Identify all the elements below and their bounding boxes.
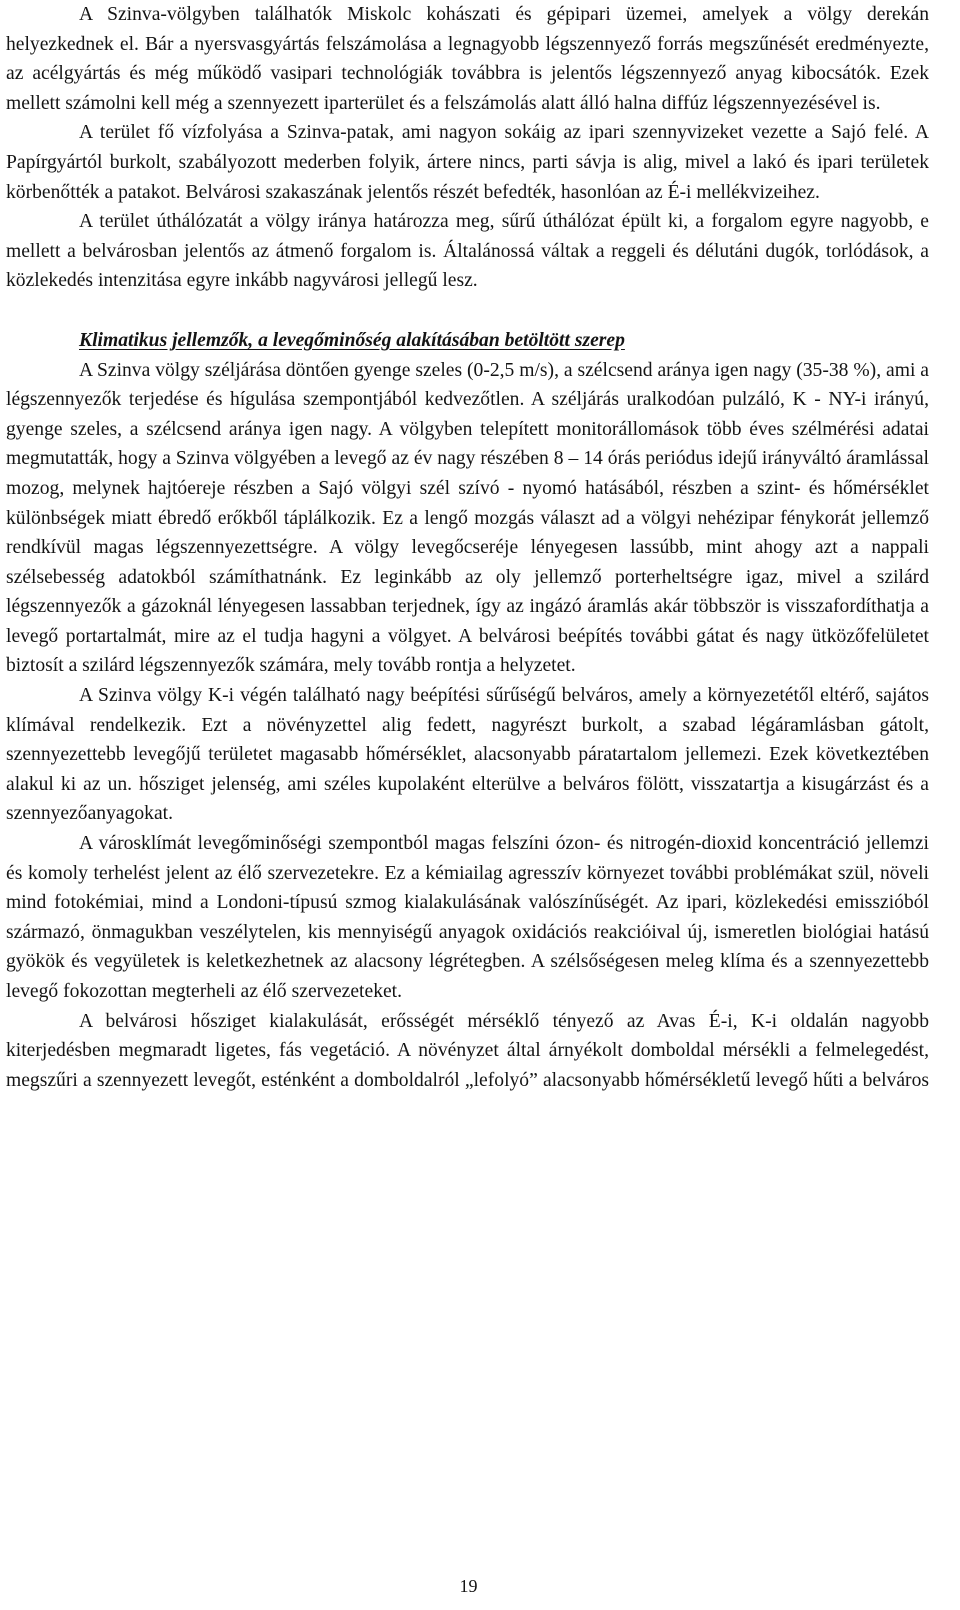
document-body — [6, 0, 929, 1095]
paragraph-wind-regime: A Szinva völgy széljárása döntően gyenge szeles (0-2,5 m/s), a szélcsend aránya igen nagy (35-38 %), ami a légszennyezők terjedése és hígulása szempontjából kedvezőtlen. A széljárás uralkodóan pulzáló, K - NY-i irányú, gyenge szeles, a szélcsend aránya igen nagy. A völgyben telepített monitorállomások több éves szélmérési adatai megmutatták, hogy a Szinva völgyében a levegő az év nagy részében 8 – 14 órás periódus idejű irányváltó áramlással mozog, melynek hajtóereje részben a Sajó völgyi szél szívó - nyomó hatásából, részben a szint- és hőmérséklet különbségek miatt ébredő erőkből táplálkozik. Ez a lengő mozgás választ ad a völgyi nehézipar fénykorát jellemző rendkívül magas légszennyezettségre. A völgy levegőcseréje lényegesen lassúbb, mint ahogy azt a nappali szélsebesség adatokból számíthatnánk. Ez leginkább az oly jellemző porterheltségre igaz, mivel a szilárd légszennyezők a gázoknál lényegesen lassabban terjednek, így az ingázó áramlás akár többször is visszafordíthatja a levegő portartalmát, mire az el tudja hagyni a völgyet. A belvárosi beépítés további gátat és nagy ütközőfelületet biztosít a szilárd légszennyezők számára, mely tovább rontja a helyzetet. — [6, 359, 929, 677]
paragraph-industry-text: A Szinva-völgyben találhatók Miskolc kohászati és gépipari üzemei, amelyek a völgy derekán helyezkednek el. Bár a nyersvasgyártás felszámolása a legnagyobb légszennyező forrás megszűnését eredményezte, az acélgyártás és még működő vasipari technológiák továbbra is jelentős légszennyező anyag kibocsátók. Ezek mellett számolni kell még a szennyezett iparterület és a felszámolás alatt álló halna diffúz légszennyezésével is. — [6, 4, 929, 114]
paragraph-urban-climate-air-quality: A városklímát levegőminőségi szempontból magas felszíni ózon- és nitrogén-dioxid koncentráció jellemzi és komoly terhelést jelent az élő szervezetekre. Ez a kémiailag agresszív környezet további problémákat szül, növeli mind fotokémiai, mind a Londoni-típusú szmog kialakulásának valószínűségét. Az ipari, közlekedési emisszióból származó, önmagukban veszélytelen, kis mennyiségű anyagok oxidációs reakcióival új, ismeretlen biológiai hatású gyökök és vegyületek is keletkezhetnek az alacsony légrétegben. A szélsőségesen meleg klíma és a szennyezettebb levegő fokozottan megterheli az élő szervezeteket. — [6, 833, 929, 1002]
paragraph-urban-heat-island: A Szinva völgy K-i végén található nagy beépítési sűrűségű belváros, amely a környezetétől eltérő, sajátos klímával rendelkezik. Ezt a növényzettel alig fedett, nagyrészt burkolt, a szabad légáramlásban gátolt, szennyezettebb levegőjű területet magasabb hőmérséklet, alacsonyabb páratartalom jellemezi. Ezek következtében alakul ki az un. hősziget jelenség, ami széles kupolaként elterülve a belváros fölött, visszatartja a kisugárzást és a szennyezőanyagokat. — [6, 685, 929, 825]
paragraph-avas-vegetation: A belvárosi hősziget kialakulását, erősségét mérséklő tényező az Avas É-i, K-i oldalán nagyobb kiterjedésben megmaradt ligetes, fás vegetáció. A növényzet által árnyékolt domboldal mérsékli a felmelegedést, megszűri a szennyezett levegőt, esténként a domboldalról „lefolyó” alacsonyabb hőmérsékletű levegő hűti a belváros — [6, 1010, 929, 1091]
page-number: 19 — [459, 1576, 478, 1596]
paragraph-road-network: A terület úthálózatát a völgy iránya határozza meg, sűrű úthálózat épült ki, a forgalom egyre nagyobb, e mellett a belvárosban jelentős az átmenő forgalom is. Általánossá váltak a reggeli és délutáni dugók, torlódások, a közlekedés intenzitása egyre inkább nagyvárosi jellegű lesz. — [6, 211, 929, 292]
paragraph-szinva-stream: A terület fő vízfolyása a Szinva-patak, ami nagyon sokáig az ipari szennyvizeket vezette a Sajó felé. A Papírgyártól burkolt, szabályozott mederben folyik, ártere nincs, parti sávja is alig, mivel a lakó és ipari területek körbenőtték a patakot. Belvárosi szakaszának jelentős részét befedték, hasonlóan az É-i mellékvizeihez. — [6, 122, 929, 203]
section-heading: Klimatikus jellemzők, a levegőminőség alakításában betöltött szerep — [79, 329, 625, 351]
paragraph-industry — [6, 0, 929, 118]
